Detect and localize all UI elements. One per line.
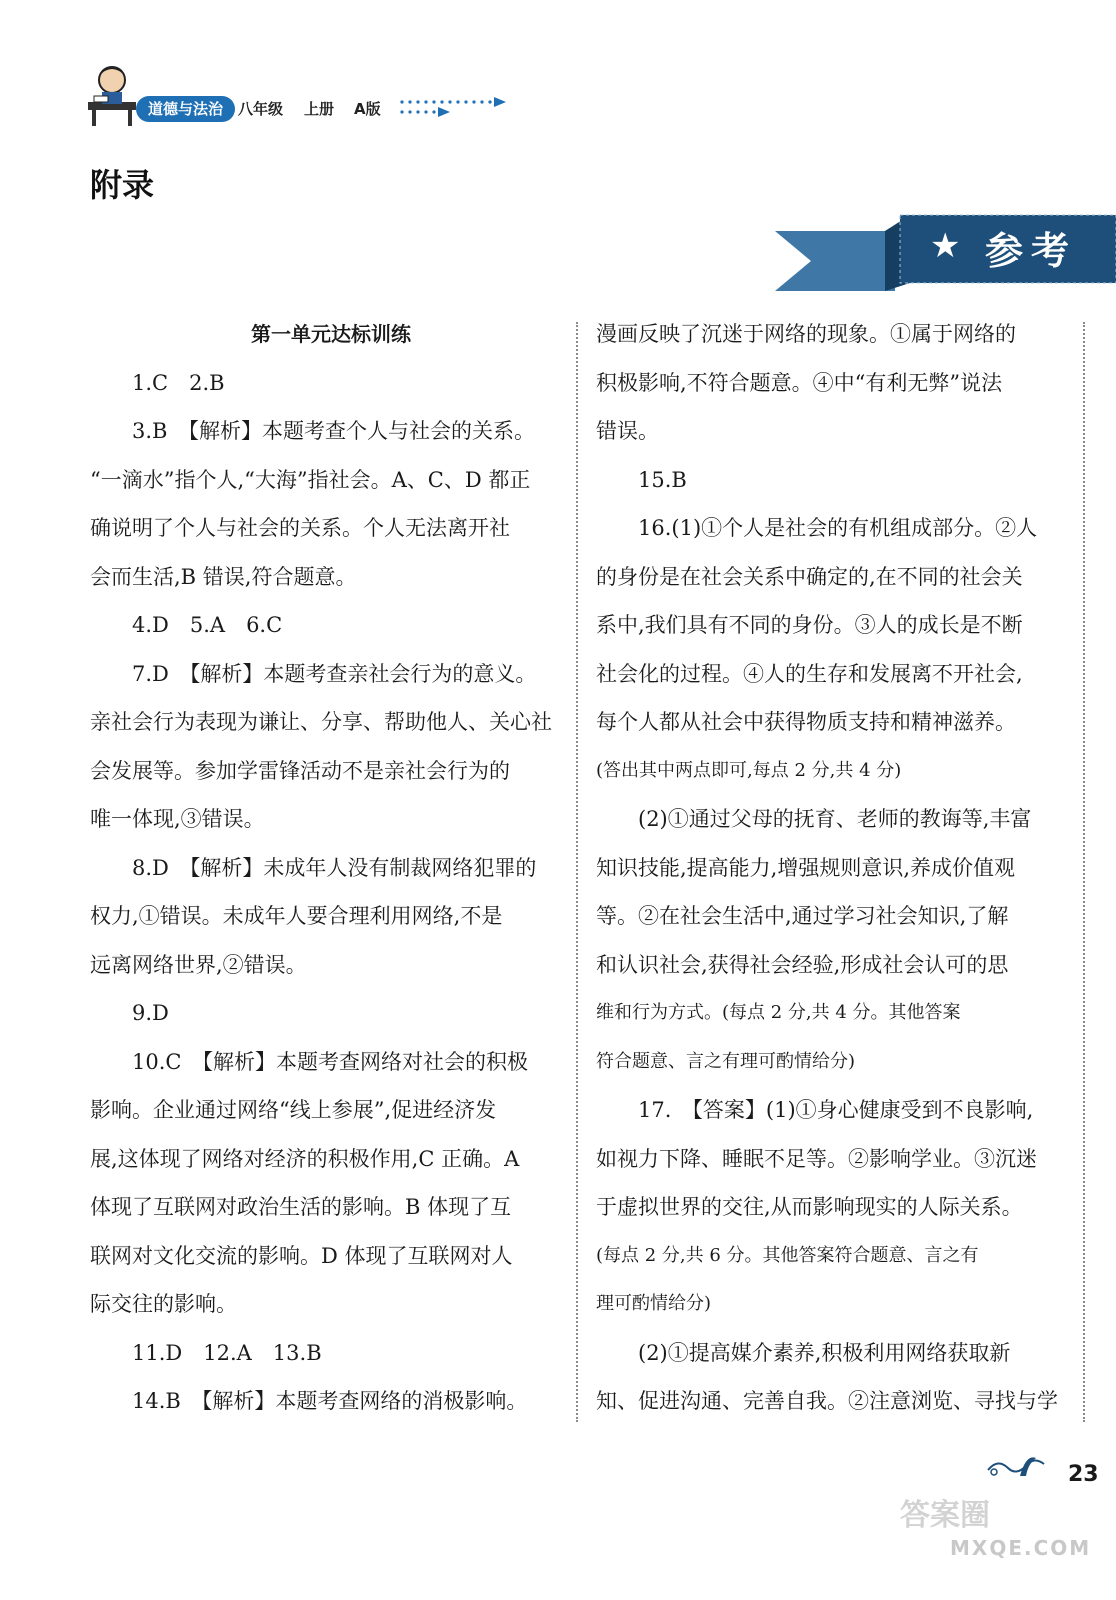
- scoring-note: 理可酌情给分): [596, 1293, 712, 1314]
- running-header: [86, 62, 546, 132]
- volume-label: 上册: [304, 100, 335, 118]
- watermark-site: MXQE.COM: [950, 1536, 1092, 1560]
- answer-line: 知识技能,提高能力,增强规则意识,养成价值观: [596, 855, 1016, 880]
- answer-line: 15.B: [638, 467, 687, 492]
- subject-badge: 道德与法治: [136, 96, 235, 122]
- answer-line: 1.C 2.B: [132, 370, 225, 395]
- answer-line: 影响。企业通过网络“线上参展”,促进经济发: [90, 1098, 497, 1122]
- answer-line: 每个人都从社会中获得物质支持和精神滋养。: [596, 710, 1016, 734]
- answer-line: 展,这体现了网络对经济的积极作用,C 正确。A: [90, 1146, 520, 1171]
- answer-line: 3.B 【解析】本题考查个人与社会的关系。: [132, 419, 535, 443]
- watermark-logo: 答案圈: [900, 1498, 990, 1533]
- right-edge-divider: [1083, 322, 1085, 1422]
- answer-line: 如视力下降、睡眠不足等。②影响学业。③沉迷: [596, 1146, 1037, 1171]
- left-column: [90, 310, 560, 1426]
- answer-line: 和认识社会,获得社会经验,形成社会认可的思: [596, 952, 1009, 977]
- answer-line: 等。②在社会生活中,通过学习社会知识,了解: [596, 904, 1009, 928]
- answer-line: 4.D 5.A 6.C: [132, 613, 283, 637]
- answer-line: 唯一体现,③错误。: [90, 807, 265, 831]
- answer-line: 确说明了个人与社会的关系。个人无法离开社: [90, 516, 510, 540]
- answer-line: 联网对文化交流的影响。D 体现了互联网对人: [90, 1243, 513, 1268]
- answer-line: 亲社会行为表现为谦让、分享、帮助他人、关心社: [90, 710, 552, 734]
- page-number: 23: [1068, 1462, 1099, 1487]
- answer-line: (2)①提高媒介素养,积极利用网络获取新: [638, 1340, 1011, 1365]
- answer-line: 远离网络世界,②错误。: [90, 952, 307, 977]
- answer-line: 社会化的过程。④人的生存和发展离不开社会,: [596, 661, 1023, 686]
- answer-line: 权力,①错误。未成年人要合理利用网络,不是: [90, 904, 503, 928]
- answer-line: 积极影响,不符合题意。④中“有利无弊”说法: [596, 370, 1003, 395]
- flourish-ornament-icon: [986, 1452, 1066, 1482]
- student-mascot-icon: [86, 62, 138, 128]
- column-divider: [576, 322, 578, 1422]
- answer-line: 9.D: [132, 1001, 169, 1025]
- answer-line: 8.D 【解析】未成年人没有制裁网络犯罪的: [132, 855, 537, 880]
- answer-line: “一滴水”指个人,“大海”指社会。A、C、D 都正: [90, 467, 531, 492]
- scoring-note: 维和行为方式。(每点 2 分,共 4 分。其他答案: [596, 1002, 961, 1023]
- edition-label: A版: [354, 100, 381, 118]
- scoring-note: 符合题意、言之有理可酌情给分): [596, 1050, 856, 1072]
- answer-line: 11.D 12.A 13.B: [132, 1340, 322, 1365]
- banner-text: 参考: [985, 228, 1078, 273]
- scoring-note: (答出其中两点即可,每点 2 分,共 4 分): [596, 759, 902, 781]
- answer-line: (2)①通过父母的抚育、老师的教诲等,丰富: [638, 807, 1032, 831]
- answer-line: 于虚拟世界的交往,从而影响现实的人际关系。: [596, 1195, 1023, 1219]
- dotted-arrow-icon: [398, 92, 508, 122]
- answer-line: 体现了互联网对政治生活的影响。B 体现了互: [90, 1195, 512, 1219]
- answer-line: 7.D 【解析】本题考查亲社会行为的意义。: [132, 661, 537, 686]
- answer-line: 错误。: [596, 419, 659, 443]
- page-title: 附录: [90, 166, 155, 204]
- answer-line: 10.C 【解析】本题考查网络对社会的积极: [132, 1049, 528, 1074]
- section-title: 第一单元达标训练: [251, 322, 411, 346]
- scoring-note: (每点 2 分,共 6 分。其他答案符合题意、言之有: [596, 1244, 979, 1266]
- answer-line: 14.B 【解析】本题考查网络的消极影响。: [132, 1389, 528, 1413]
- answer-line: 系中,我们具有不同的身份。③人的成长是不断: [596, 613, 1023, 637]
- answer-line: 知、促进沟通、完善自我。②注意浏览、寻找与学: [596, 1389, 1058, 1413]
- answer-line: 16.(1)①个人是社会的有机组成部分。②人: [638, 516, 1038, 540]
- star-icon: ★: [930, 226, 961, 266]
- right-column: [596, 310, 1071, 1426]
- grade-label: 八年级: [238, 100, 284, 118]
- answer-line: 17. 【答案】(1)①身心健康受到不良影响,: [638, 1098, 1034, 1122]
- answer-line: 际交往的影响。: [90, 1292, 237, 1316]
- answer-line: 会发展等。参加学雷锋活动不是亲社会行为的: [90, 758, 510, 783]
- answer-line: 会而生活,B 错误,符合题意。: [90, 564, 357, 589]
- answer-line: 漫画反映了沉迷于网络的现象。①属于网络的: [596, 322, 1016, 346]
- answer-line: 的身份是在社会关系中确定的,在不同的社会关: [596, 564, 1023, 589]
